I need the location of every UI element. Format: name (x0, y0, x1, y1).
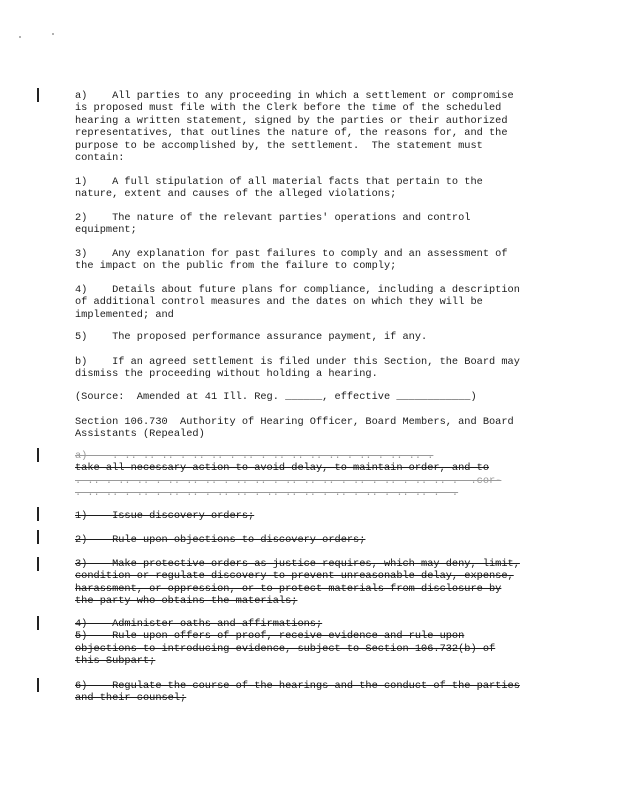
revision-bar (37, 530, 39, 544)
text-line: this Subpart; (75, 655, 156, 668)
revision-bar (37, 616, 39, 630)
text-line: implemented; and (75, 308, 174, 321)
revision-bar (37, 448, 39, 462)
revision-bar (37, 88, 39, 102)
text-line: 1) A full stipulation of all material facts that pertain to the (75, 176, 483, 188)
text-line: of additional control measures and the dates on which they will be (75, 296, 483, 309)
text-line: a) All parties to any proceeding in which a settlement or compromise (75, 90, 514, 102)
text-line: purpose to be accomplished by, the settlement. The statement must (75, 139, 483, 152)
source-note (75, 391, 543, 403)
text-line: equipment; (75, 224, 137, 237)
deleted-paragraph-a (75, 450, 543, 500)
scan-speck (52, 33, 54, 35)
text-line: . .. . .. .. . .. .. .. . .. .. . .. .. .. . .. . .. . .. .. . .cor- (75, 474, 502, 487)
text-line: Assistants (Repealed) (75, 428, 205, 441)
text-line: nature, extent and causes of the alleged violations; (75, 188, 397, 201)
text-line: representatives, that outlines the nature of, the reasons for, and the (75, 127, 508, 140)
text-line: 6) Regulate the course of the hearings and the conduct of the parties (75, 680, 520, 692)
text-line: 2) The nature of the relevant parties' operations and control (75, 212, 471, 224)
text-line: a) . .. .. .. . .. .. . .. . .. .. .. .. . .. . .. .. . (75, 450, 434, 462)
text-line: condition or regulate discovery to prevent unreasonable delay, expense, (75, 570, 514, 583)
text-line: 5) The proposed performance assurance payment, if any. (75, 331, 428, 343)
text-line: the impact on the public from the failure to comply; (75, 260, 397, 273)
text-line: 4) Administer oaths and affirmations; (75, 618, 323, 630)
text-line: 3) Make protective orders as justice requires, which may deny, limit, (75, 558, 520, 570)
text-line: and their counsel; (75, 692, 187, 705)
deleted-item-3 (75, 558, 543, 608)
text-line: (Source: Amended at 41 Ill. Reg. ______, effective ____________) (75, 391, 477, 403)
item-1-stipulation (75, 176, 543, 201)
item-2-operations (75, 212, 543, 237)
deleted-items-4-5 (75, 618, 543, 668)
deleted-item-1 (75, 510, 543, 522)
text-line: 2) Rule upon objections to discovery orders; (75, 534, 366, 546)
text-line: 4) Details about future plans for compliance, including a description (75, 284, 520, 296)
deleted-item-2 (75, 534, 543, 546)
scan-speck (19, 36, 21, 38)
revision-bar (37, 557, 39, 571)
text-line: 1) Issue discovery orders; (75, 510, 255, 522)
item-3-explanation (75, 248, 543, 273)
text-line: hearing a written statement, signed by the parties or their authorized (75, 114, 508, 127)
text-line: Section 106.730 Authority of Hearing Officer, Board Members, and Board (75, 416, 514, 428)
text-line: objections to introducing evidence, subject to Section 106.732(b) of (75, 642, 496, 655)
revision-bar (37, 678, 39, 692)
text-line: 5) Rule upon offers of proof, receive evidence and rule upon (75, 630, 465, 643)
text-line: 3) Any explanation for past failures to comply and an assessment of (75, 248, 508, 260)
paragraph-a-settlement (75, 90, 543, 164)
section-heading (75, 416, 543, 441)
text-line: harassment, or oppression, or to protect materials from disclosure by (75, 582, 502, 595)
item-5-payment (75, 331, 543, 343)
text-line: contain: (75, 152, 125, 165)
item-4-future-plans (75, 284, 543, 321)
revision-bar (37, 507, 39, 521)
paragraph-b-dismiss (75, 356, 543, 381)
text-line: the party who obtains the materials; (75, 595, 298, 608)
text-line: is proposed must file with the Clerk before the time of the scheduled (75, 102, 502, 115)
text-line: . .. .. . .. . .. .. . .. .. . .. .. .. . .. . .. . .. .. . . (75, 487, 459, 500)
deleted-item-6 (75, 680, 543, 705)
text-line: b) If an agreed settlement is filed under this Section, the Board may (75, 356, 520, 368)
text-line: take all necessary action to avoid delay, to maintain order, and to (75, 462, 490, 475)
text-line: dismiss the proceeding without holding a hearing. (75, 368, 378, 381)
